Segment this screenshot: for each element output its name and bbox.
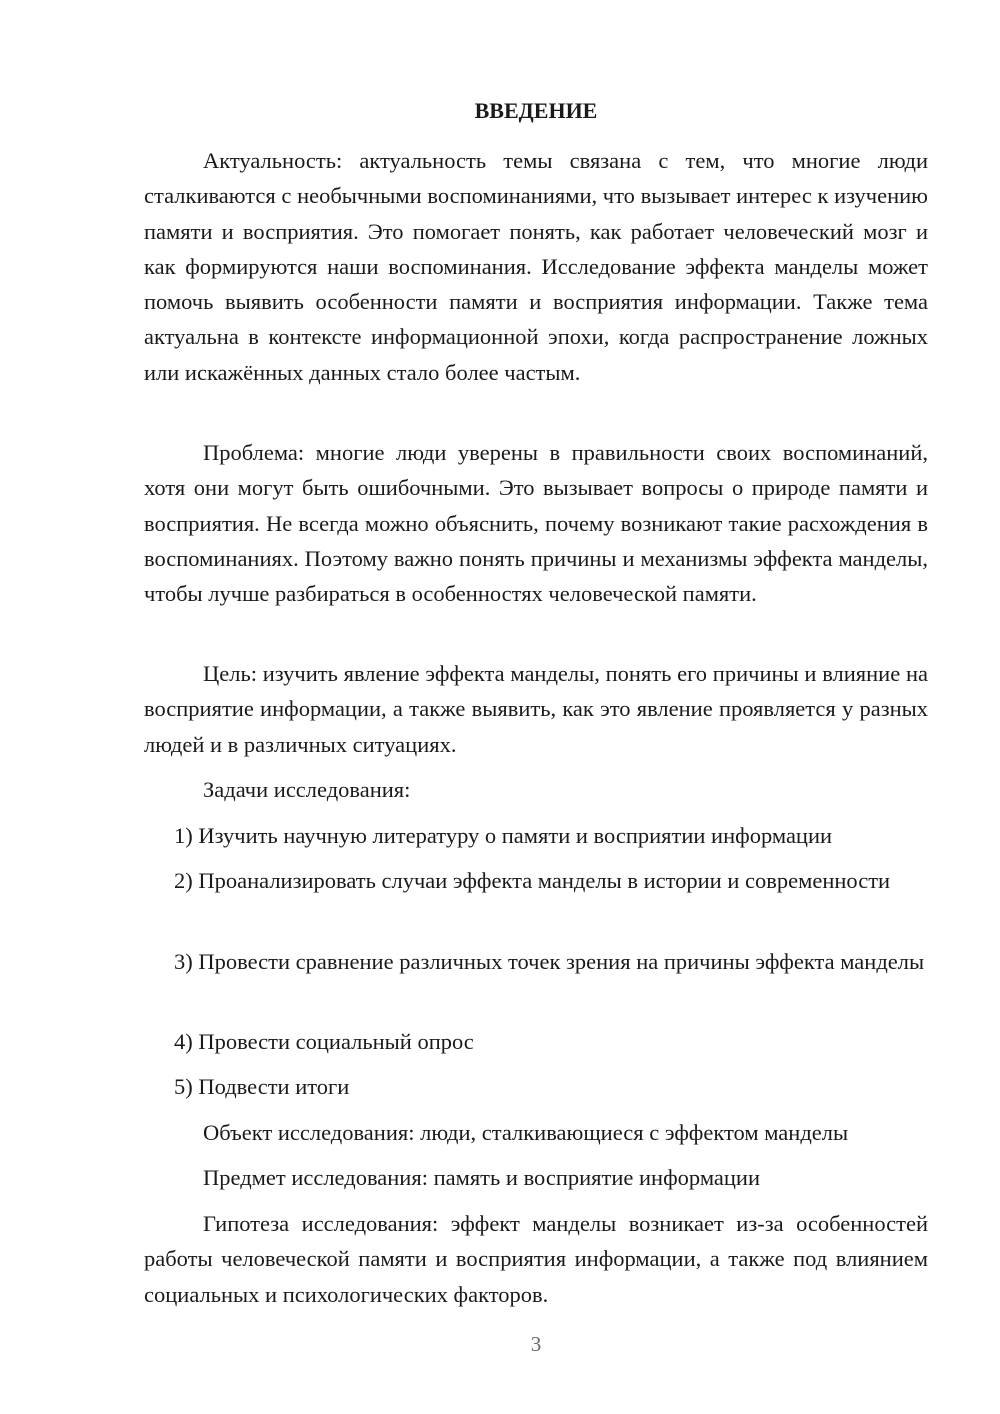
- tasks-title: Задачи исследования:: [203, 777, 411, 802]
- task-item-1: 1) Изучить научную литературу о памяти и восприятии информации: [174, 823, 833, 848]
- task-item-5: 5) Подвести итоги: [174, 1074, 350, 1099]
- task-item-2: 2) Проанализировать случаи эффекта манделы в истории и современности: [174, 868, 891, 893]
- goal-paragraph: Цель: изучить явление эффекта манделы, понять его причины и влияние на восприятие информации, а также выявить, как это явление проявляется у разных людей и в различных ситуациях.: [144, 661, 928, 757]
- research-object: Объект исследования: люди, сталкивающиеся с эффектом манделы: [203, 1120, 849, 1145]
- section-heading: ВВЕДЕНИЕ: [474, 98, 598, 123]
- task-item-3: 3) Провести сравнение различных точек зрения на причины эффекта манделы: [174, 949, 925, 974]
- hypothesis-paragraph: Гипотеза исследования: эффект манделы возникает из-за особенностей работы человеческой памяти и восприятия информации, а также под влиянием социальных и психологических факторов.: [144, 1211, 928, 1307]
- research-subject: Предмет исследования: память и восприятие информации: [203, 1165, 761, 1190]
- task-item-4: 4) Провести социальный опрос: [174, 1029, 474, 1054]
- relevance-paragraph: Актуальность: актуальность темы связана с тем, что многие люди сталкиваются с необычными воспоминаниями, что вызывает интерес к изучению памяти и восприятия. Это помогает понять, как работает человеческий мозг и как формируются наши воспоминания. Исследование эффекта манделы может помочь выявить особенности памяти и восприятия информации. Также тема актуальна в контексте информационной эпохи, когда распространение ложных или искажённых данных стало более частым.: [144, 148, 928, 385]
- page-number: 3: [530, 1332, 542, 1356]
- problem-paragraph: Проблема: многие люди уверены в правильности своих воспоминаний, хотя они могут быть ошибочными. Это вызывает вопросы о природе памяти и восприятия. Не всегда можно объяснить, почему возникают такие расхождения в воспоминаниях. Поэтому важно понять причины и механизмы эффекта манделы, чтобы лучше разбираться в особенностях человеческой памяти.: [144, 440, 928, 607]
